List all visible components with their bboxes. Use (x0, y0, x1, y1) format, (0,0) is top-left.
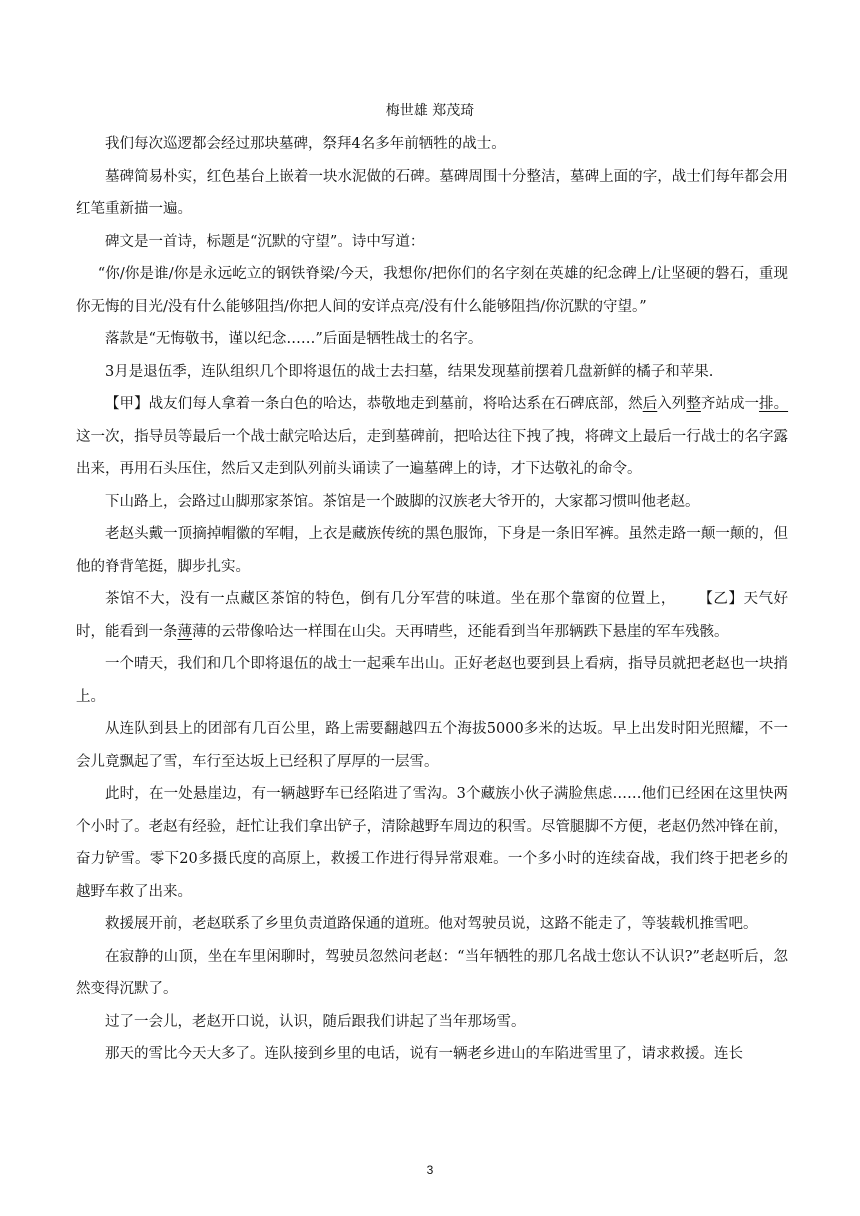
underlined-char: 整 (686, 396, 701, 412)
paragraph: 墓碑简易朴实，红色基台上嵌着一块水泥做的石碑。墓碑周围十分整洁，墓碑上面的字，战士们每年都会用红笔重新描一遍。 (76, 168, 788, 217)
underlined-char: 薄 (177, 623, 192, 640)
paragraph: 我们每次巡逻都会经过那块墓碑，祭拜4名多年前牺牲的战士。 (105, 136, 506, 152)
paragraph-yi (76, 583, 788, 648)
authors-line: 梅世雄 郑茂琦 (385, 103, 475, 119)
page-number: 3 (426, 1163, 434, 1177)
text-segment: 入列 (657, 396, 687, 412)
poem-quote-paragraph: “你/你是谁/你是永远屹立的钢铁脊梁/今天，我想你/把你们的名字刻在英雄的纪念碑上/让坚硬的磐石，重现你无悔的目光/没有什么能够阻挡/你把人间的安详点亮/没有什么能够阻挡/你沉默的守望。” (76, 266, 788, 315)
article-body (76, 128, 788, 1071)
paragraph: 此时，在一处悬崖边，有一辆越野车已经陷进了雪沟。3个藏族小伙子满脸焦虑……他们已经困在这里快两个小时了。老赵有经验，赶忙让我们拿出铲子，清除越野车周边的积雪。尽管腿脚不方便，老赵仍然冲锋在前，奋力铲雪。零下20多摄氏度的高原上，救援工作进行得异常艰难。一个多小时的连续奋战，我们终于把老乡的越野车救了出来。 (76, 786, 788, 900)
paragraph: 在寂静的山顶，坐在车里闲聊时，驾驶员忽然问老赵：“当年牺牲的那几名战士您认不认识?”老赵听后，忽然变得沉默了。 (76, 948, 788, 997)
text-segment: 这一次，指导员等最后一个战士献完哈达后，走到墓碑前，把哈达往下拽了拽，将碑文上最后一行战士的名字露出来，再用石头压住，然后又走到队列前头诵读了一遍墓碑上的诗，才下达敬礼的命令。 (76, 428, 788, 477)
paragraph-jia (76, 388, 788, 486)
marker-yi: 【乙】 (697, 591, 744, 607)
paragraph: 过了一会儿，老赵开口说，认识，随后跟我们讲起了当年那场雪。 (105, 1013, 526, 1030)
paragraph: 从连队到县上的团部有几百公里，路上需要翻越四五个海拔5000多米的达坂。早上出发时阳光照耀，不一会儿竟飘起了雪，车行至达坂上已经积了厚厚的一层雪。 (76, 721, 788, 770)
text-segment: 薄的云带像哈达一样围在山尖。天再晴些，还能看到当年那辆跌下悬崖的军车残骸。 (192, 623, 729, 640)
underlined-char: 排。 (759, 396, 789, 412)
text-segment: 战友们每人拿着一条白色的哈达，恭敬地走到墓前，将哈达系在石碑底部，然 (148, 396, 643, 412)
text-segment: 齐站成一 (700, 396, 760, 412)
paragraph: 老赵头戴一顶摘掉帽徽的军帽，上衣是藏族传统的黑色服饰，下身是一条旧军裤。虽然走路一颠一颠的，但他的脊背笔挺，脚步扎实。 (76, 526, 788, 575)
paragraph: 一个晴天，我们和几个即将退伍的战士一起乘车出山。正好老赵也要到县上看病，指导员就把老赵也一块捎上。 (76, 656, 788, 705)
text-segment: 天气好时，能看到一条 (76, 591, 789, 640)
marker-jia: 【甲】 (105, 396, 149, 412)
paragraph: 下山路上，会路过山脚那家茶馆。茶馆是一个跛脚的汉族老大爷开的，大家都习惯叫他老赵。 (105, 493, 700, 510)
paragraph: 碑文是一首诗，标题是“沉默的守望”。诗中写道： (105, 233, 425, 250)
underlined-char: 后 (642, 396, 658, 412)
paragraph: 那天的雪比今天大多了。连队接到乡里的电话，说有一辆老乡进山的车陷进雪里了，请求救援。连长 (105, 1046, 743, 1062)
text-segment: 茶馆不大，没有一点藏区茶馆的特色，倒有几分军营的味道。坐在那个靠窗的位置上， (105, 591, 676, 607)
paragraph: 落款是“无悔敬书，谨以纪念……”后面是牺牲战士的名字。 (105, 331, 483, 347)
paragraph: 3月是退伍季，连队组织几个即将退伍的战士去扫墓，结果发现墓前摆着几盘新鲜的橘子和苹果. (105, 363, 714, 380)
paragraph: 救援展开前，老赵联系了乡里负责道路保通的道班。他对驾驶员说，这路不能走了，等装载机推雪吧。 (105, 916, 758, 932)
